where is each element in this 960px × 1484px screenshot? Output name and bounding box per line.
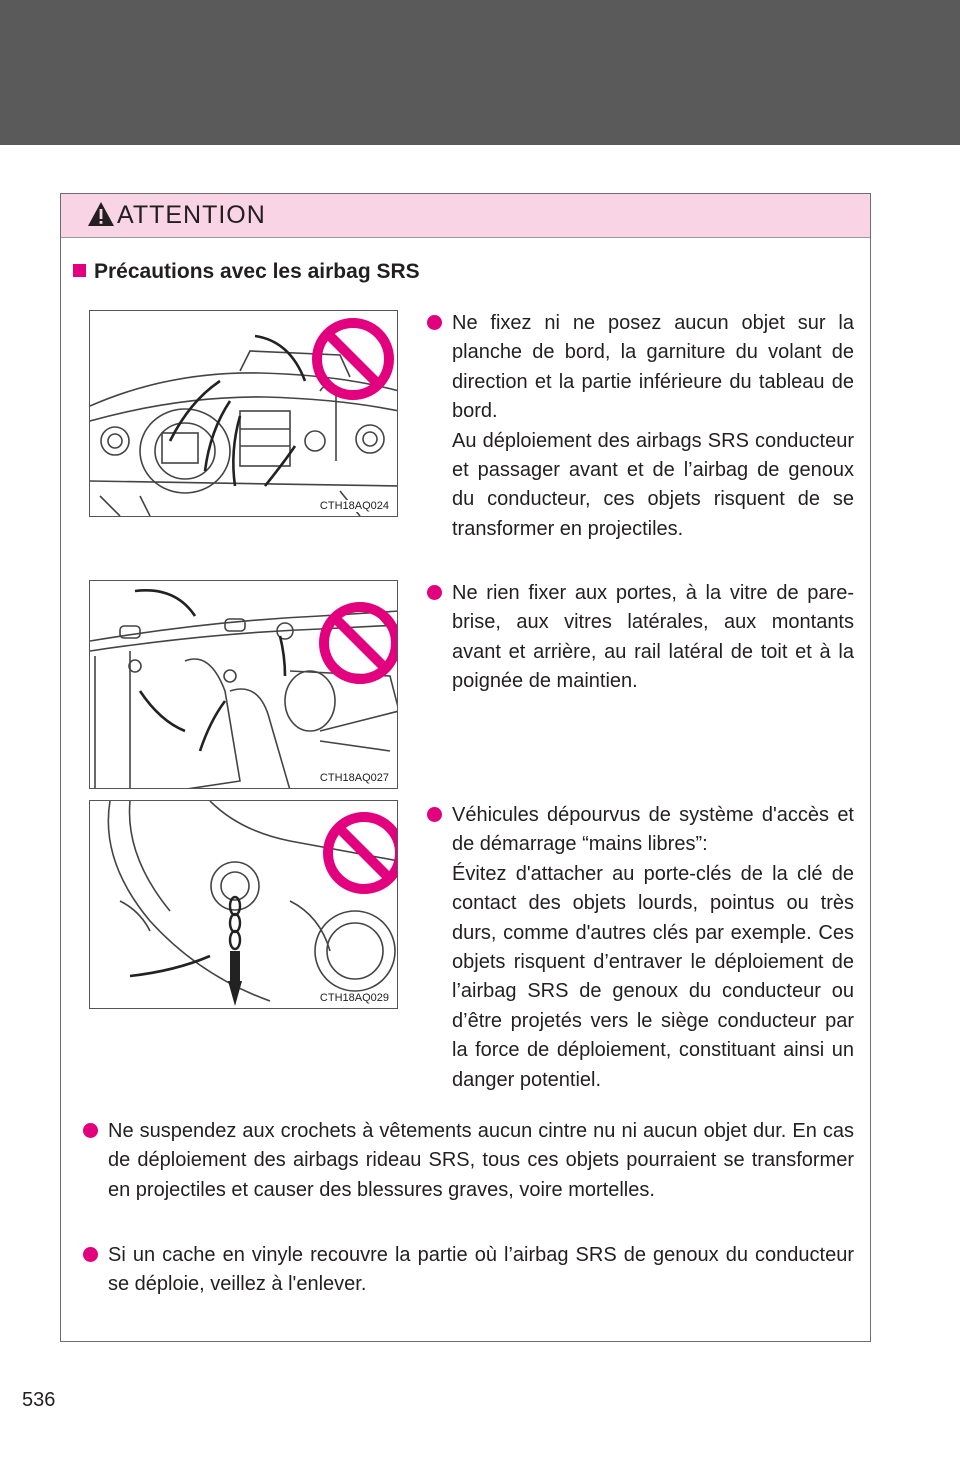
bullet-dot-icon	[427, 807, 442, 822]
bullet-text-continued: Évitez d'attacher au porte-clés de la clé de contact des objets lourds, pointus ou très durs, comme d'autres clés par exemple. Ces objets risquent d’entraver le déploiement de l’airbag SRS de genoux du conducteur ou d’être projetés vers le siège conducteur par la force de déploiement, constituant ainsi un danger potentiel.	[452, 862, 854, 1091]
bullet-text-continued: Au déploiement des airbags SRS conducteur et passager avant et de l’airbag de genoux du conducteur, ces objets risquent de se transformer en projectiles.	[452, 429, 854, 540]
ignition-illustration	[90, 801, 398, 1009]
bullet-item	[108, 1241, 854, 1300]
bullet-dot-icon	[83, 1123, 98, 1138]
bullet-text: Véhicules dépourvus de système d'accès et de démarrage “mains libres”:	[452, 804, 854, 856]
caution-header	[61, 194, 870, 238]
interior-illustration	[90, 581, 398, 789]
figure-label: CTH18AQ024	[319, 500, 389, 512]
prohibition-icon	[324, 607, 396, 679]
bullet-text: Ne suspendez aux crochets à vêtements aucun cintre nu ni aucun objet dur. En cas de déploiement des airbags rideau SRS, tous ces objets pourraient se transformer en projectiles et causer des blessures graves, voire mortelles.	[108, 1120, 854, 1201]
section-heading	[73, 260, 420, 284]
figure-label: CTH18AQ029	[319, 992, 389, 1004]
figure-interior	[89, 580, 398, 789]
figure-dashboard	[89, 310, 398, 517]
bullet-item	[108, 1117, 854, 1205]
figure-label: CTH18AQ027	[319, 772, 389, 784]
caution-title: ATTENTION	[117, 201, 266, 229]
bullet-dot-icon	[427, 315, 442, 330]
warning-triangle-icon	[86, 200, 116, 228]
bullet-item	[452, 579, 854, 697]
bullet-text: Ne rien fixer aux portes, à la vitre de pare-brise, aux vitres latérales, aux montants avant et arrière, au rail latéral de toit et à la poignée de maintien.	[452, 582, 854, 693]
caution-box	[60, 193, 871, 1342]
bullet-item	[452, 309, 854, 544]
bullet-text: Ne fixez ni ne posez aucun objet sur la planche de bord, la garniture du volant de direction et la partie inférieure du tableau de bord.	[452, 312, 854, 423]
page-number: 536	[22, 1389, 56, 1411]
square-bullet-icon	[73, 264, 86, 277]
dashboard-illustration	[90, 311, 398, 517]
section-title: Précautions avec les airbag SRS	[94, 260, 420, 283]
bullet-item	[452, 801, 854, 1095]
prohibition-icon	[328, 817, 398, 889]
bullet-dot-icon	[427, 585, 442, 600]
top-band	[0, 0, 960, 145]
bullet-dot-icon	[83, 1247, 98, 1262]
prohibition-icon	[317, 323, 389, 395]
figure-ignition	[89, 800, 398, 1009]
bullet-text: Si un cache en vinyle recouvre la partie où l’airbag SRS de genoux du conducteur se déploie, veillez à l'enlever.	[108, 1244, 854, 1296]
